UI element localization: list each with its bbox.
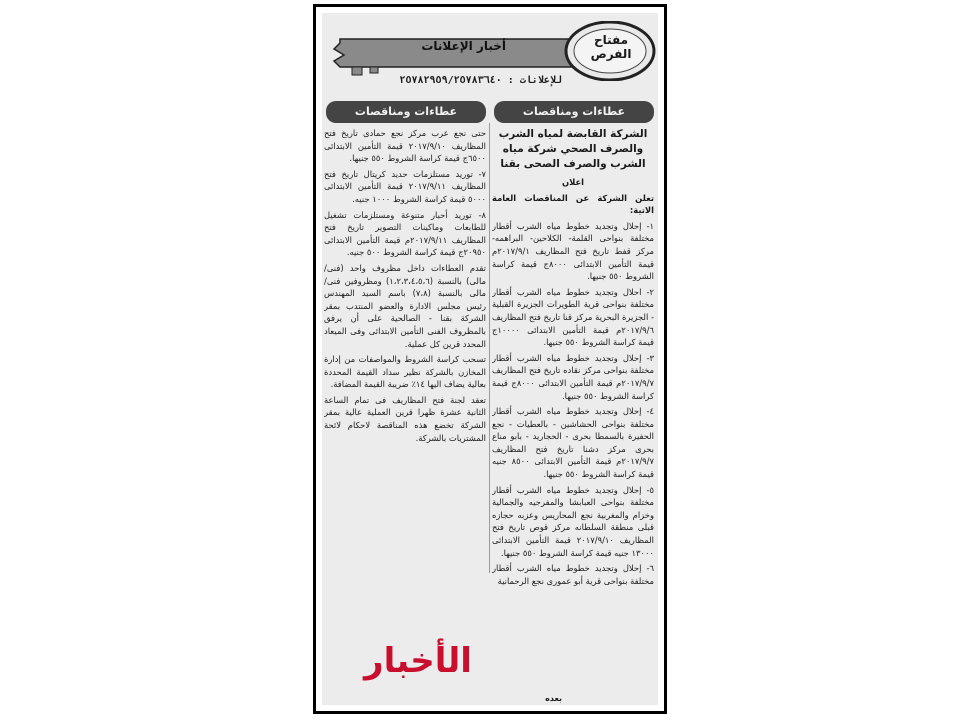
- continued-marker: بعده: [545, 694, 562, 703]
- left-paragraph: تسحب كراسة الشروط والمواصفات من إدارة المخازن بالشركة نظير سداد القيمة المحددة بعالية يضاف اليها ١٤٪ ضريبة القيمة المضافة.: [324, 354, 486, 390]
- left-paragraph: ٨- توريد أحبار متنوعة ومستلزمات تشغيل للطابعات وماكينات التصوير تاريخ فتح المظاريف ٢٠١٧/٩/١١م قيمة التأمين الابتدائى ٢٠٩٥٠ج قيمة كراسة الشروط ٥٠٠ جنيه.: [324, 209, 486, 258]
- tender-item: ٣- إحلال وتجديد خطوط مياه الشرب أقطار مختلفة بنواحى مركز نقاده تاريخ فتح المظاريف ٢٠١٧/٩/٧م قيمة التأمين الابتدائى ٨٠٠٠ج قيمة كراسة الشروط ٥٥٠ جنيها.: [492, 352, 654, 401]
- advertisement-frame: [313, 4, 667, 714]
- left-paragraph: تعقد لجنة فتح المظاريف فى تمام الساعة الثانية عشرة ظهرا قرين العملية عالية بمقر الشركة تخضع هذه المناقصة لاحكام لائحة المشتريات بالشركة.: [324, 394, 486, 443]
- tender-item: ٦- إحلال وتجديد خطوط مياه الشرب أقطار مختلفة بنواحى قرية أبو عمورى نجع الرحمانية: [492, 563, 654, 586]
- tender-item: ١- إحلال وتجديد خطوط مياه الشرب أقطار مختلفة بنواحى القلمة- الكلاحين- البراهمه- مركز قفط تاريخ فتح المظاريف ٢٠١٧/٩/١م قيمة التأمين الابتدائى ٨٠٠٠ج قيمة كراسة الشروط ٥٥٠ جنيها.: [492, 220, 654, 282]
- section-badge: مفتاح الفرص: [590, 33, 632, 61]
- right-column: [492, 127, 654, 701]
- tender-item: ٤- إحلال وتجديد خطوط مياه الشرب أقطار مختلفة بنواحى الحشاشين - بالعطيات - نجع الحفيرة بالسمطا بحرى - الحجاريد - بابو مناع بحرى مركز دشنا تاريخ فتح المظاريف ٢٠١٧/٩/٧م قيمة التأمين الابتدائى ٨٥٠٠ جنيه قيمة كراسة الشروط ٥٥٠ جنيها.: [492, 406, 654, 480]
- announcement-label: اعلان: [561, 177, 585, 187]
- left-column-heading: عطاءات ومناقصات: [326, 101, 486, 123]
- right-column-heading: عطاءات ومناقصات: [494, 101, 654, 123]
- ads-phone-numbers: للإعلانات : ٢٥٧٨٢٩٥٩/٢٥٧٨٣٦٤٠: [399, 75, 562, 86]
- announcement-intro: تعلن الشركة عن المناقصات العامة الاتية:: [492, 192, 654, 216]
- newspaper-clipping: [322, 13, 658, 705]
- newspaper-logo: [348, 635, 488, 687]
- left-paragraph: حتى نجع عرب مركز نجع حمادى تاريخ فتح المظاريف ٢٠١٧/٩/١٠ قيمة التأمين الابتدائى ٦٥٠٠ج قيمة كراسة الشروط ٥٥٠ جنيها.: [324, 128, 486, 164]
- section-title: أخبار الإعلانات: [421, 39, 506, 53]
- left-column: [324, 127, 486, 563]
- left-paragraph: ٧- توريد مستلزمات حديد كريتال تاريخ فتح المظاريف ٢٠١٧/٩/١١ قيمة التأمين الابتدائى ٥٠٠٠ قيمة كراسة الشروط ١٠٠٠ جنيه.: [324, 168, 486, 204]
- section-header-key: [330, 21, 656, 81]
- tender-item: ٢- احلال وتجديد خطوط مياه الشرب أقطار مختلفة بنواحى قرية الطويرات الجزيرة القبلية - الجزيرة البحرية مركز قنا تاريخ فتح المظاريف ٢٠١٧/٩/٦م قيمة التأمين الابتدائى ١٠٠٠٠ج قيمة كراسة الشروط ٥٥٠ جنيها.: [492, 286, 654, 348]
- logo-text: الأخبار: [364, 641, 472, 681]
- tender-item: ٥- إحلال وتجديد خطوط مياه الشرب أقطار مختلفة بنواحى العبابشا والمفرجيه والجمالية وخزام والمغربية نجع المحاريس وعزبه حجازه قبلى منطقة السلطانه مركز قوص تاريخ فتح المظاريف ٢٠١٧/٩/١٠ قيمة التأمين الابتدائى ١٣٠٠٠ جنيه قيمة كراسة الشروط ٥٥٠ جنيها.: [492, 484, 654, 558]
- company-headline: الشركة القابضة لمياه الشرب والصرف الصحي شركة مياه الشرب والصرف الصحى بقنا: [498, 128, 648, 170]
- left-paragraph: تقدم العطاءات داخل مظروف واحد (فنى/ مالى) بالنسبة (١،٢،٣،٤،٥،٦) ومظروفين فنى/ مالى بالنسبة (٧،٨) باسم السيد المهندس رئيس مجلس الادارة والعضو المنتدب بمقر الشركة بقنا - الصالحية على أن يرفق بالمظروف الفنى التأمين الابتدائى وفى الميعاد المحدد قرين كل عملية.: [324, 262, 486, 349]
- column-divider: [489, 123, 490, 573]
